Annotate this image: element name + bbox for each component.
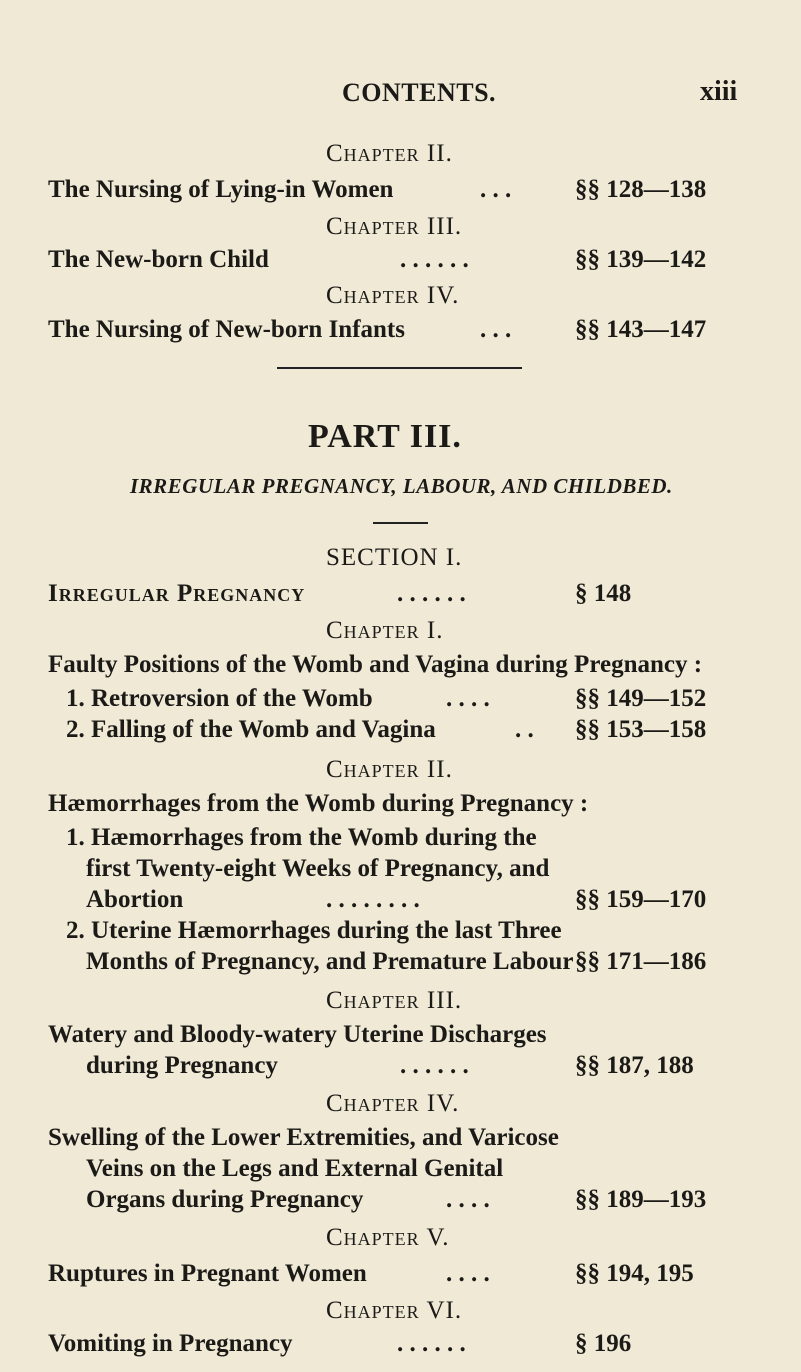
toc-entry: Hæmorrhages from the Womb during Pregnancy : — [48, 790, 589, 817]
toc-subentry-continued: Months of Pregnancy, and Premature Labour — [86, 948, 574, 975]
chapter-heading: Chapter IV. — [326, 1090, 460, 1117]
section-reference: §§ 159—170 — [575, 886, 707, 913]
leader-dots: . . — [515, 716, 534, 743]
chapter-heading: Chapter III. — [326, 213, 463, 240]
toc-subentry: 1. Retroversion of the Womb — [66, 685, 373, 712]
toc-entry: Swelling of the Lower Extremities, and Varicose — [48, 1124, 559, 1151]
toc-entry: Faulty Positions of the Womb and Vagina during Pregnancy : — [48, 651, 703, 678]
toc-entry: Watery and Bloody-watery Uterine Discharges — [48, 1021, 547, 1048]
leader-dots: . . . — [480, 316, 512, 343]
section-heading: SECTION I. — [326, 544, 463, 571]
leader-dots: . . . . . . — [400, 1052, 469, 1079]
section-reference: §§ 149—152 — [575, 685, 707, 712]
toc-entry: Ruptures in Pregnant Women — [48, 1260, 367, 1287]
section-reference: §§ 143—147 — [575, 316, 707, 343]
leader-dots: . . . . . . . . — [326, 886, 420, 913]
part-title: PART III. — [308, 418, 462, 455]
toc-entry-continued: Organs during Pregnancy — [86, 1186, 364, 1213]
toc-entry: The New-born Child — [48, 246, 269, 273]
toc-entry: The Nursing of Lying-in Women — [48, 176, 394, 203]
chapter-heading: Chapter IV. — [326, 282, 460, 309]
running-head-title: CONTENTS. — [342, 78, 497, 107]
toc-entry-continued: Veins on the Legs and External Genital — [86, 1155, 504, 1182]
section-reference: §§ 187, 188 — [575, 1052, 694, 1079]
section-reference: §§ 194, 195 — [575, 1260, 694, 1287]
section-reference: §§ 139—142 — [575, 246, 707, 273]
chapter-heading: Chapter V. — [326, 1224, 450, 1251]
leader-dots: . . . . — [446, 1186, 490, 1213]
section-reference: § 196 — [575, 1330, 632, 1357]
chapter-heading: Chapter VI. — [326, 1297, 463, 1324]
toc-entry: The Nursing of New-born Infants — [48, 316, 405, 343]
leader-dots: . . . — [480, 176, 512, 203]
toc-subentry: 2. Uterine Hæmorrhages during the last Three — [66, 917, 562, 944]
chapter-heading: Chapter II. — [326, 140, 453, 167]
chapter-heading: Chapter II. — [326, 756, 453, 783]
toc-entry-continued: during Pregnancy — [86, 1052, 278, 1079]
toc-subentry-continued: first Twenty-eight Weeks of Pregnancy, and — [86, 855, 550, 882]
part-subtitle: IRREGULAR PREGNANCY, LABOUR, AND CHILDBED. — [130, 474, 673, 498]
toc-subentry-continued: Abortion — [86, 886, 184, 913]
section-reference: §§ 128—138 — [575, 176, 707, 203]
leader-dots: . . . . . . — [397, 1330, 466, 1357]
leader-dots: . . . . . . — [397, 580, 466, 607]
section-reference: §§ 153—158 — [575, 716, 707, 743]
section-reference: § 148 — [575, 580, 632, 607]
leader-dots: . . . . — [446, 685, 490, 712]
toc-entry: Irregular Pregnancy — [48, 580, 306, 607]
leader-dots: . . . . . . — [400, 246, 469, 273]
page-number: xiii — [700, 76, 738, 107]
toc-subentry: 2. Falling of the Womb and Vagina — [66, 716, 436, 743]
leader-dots: . . . . — [446, 1260, 490, 1287]
toc-entry: Vomiting in Pregnancy — [48, 1330, 293, 1357]
section-reference: §§ 189—193 — [575, 1186, 707, 1213]
divider-rule — [277, 367, 522, 369]
chapter-heading: Chapter III. — [326, 987, 463, 1014]
toc-subentry: 1. Hæmorrhages from the Womb during the — [66, 824, 537, 851]
short-divider-rule — [373, 522, 428, 524]
chapter-heading: Chapter I. — [326, 617, 444, 644]
section-reference: §§ 171—186 — [575, 948, 707, 975]
